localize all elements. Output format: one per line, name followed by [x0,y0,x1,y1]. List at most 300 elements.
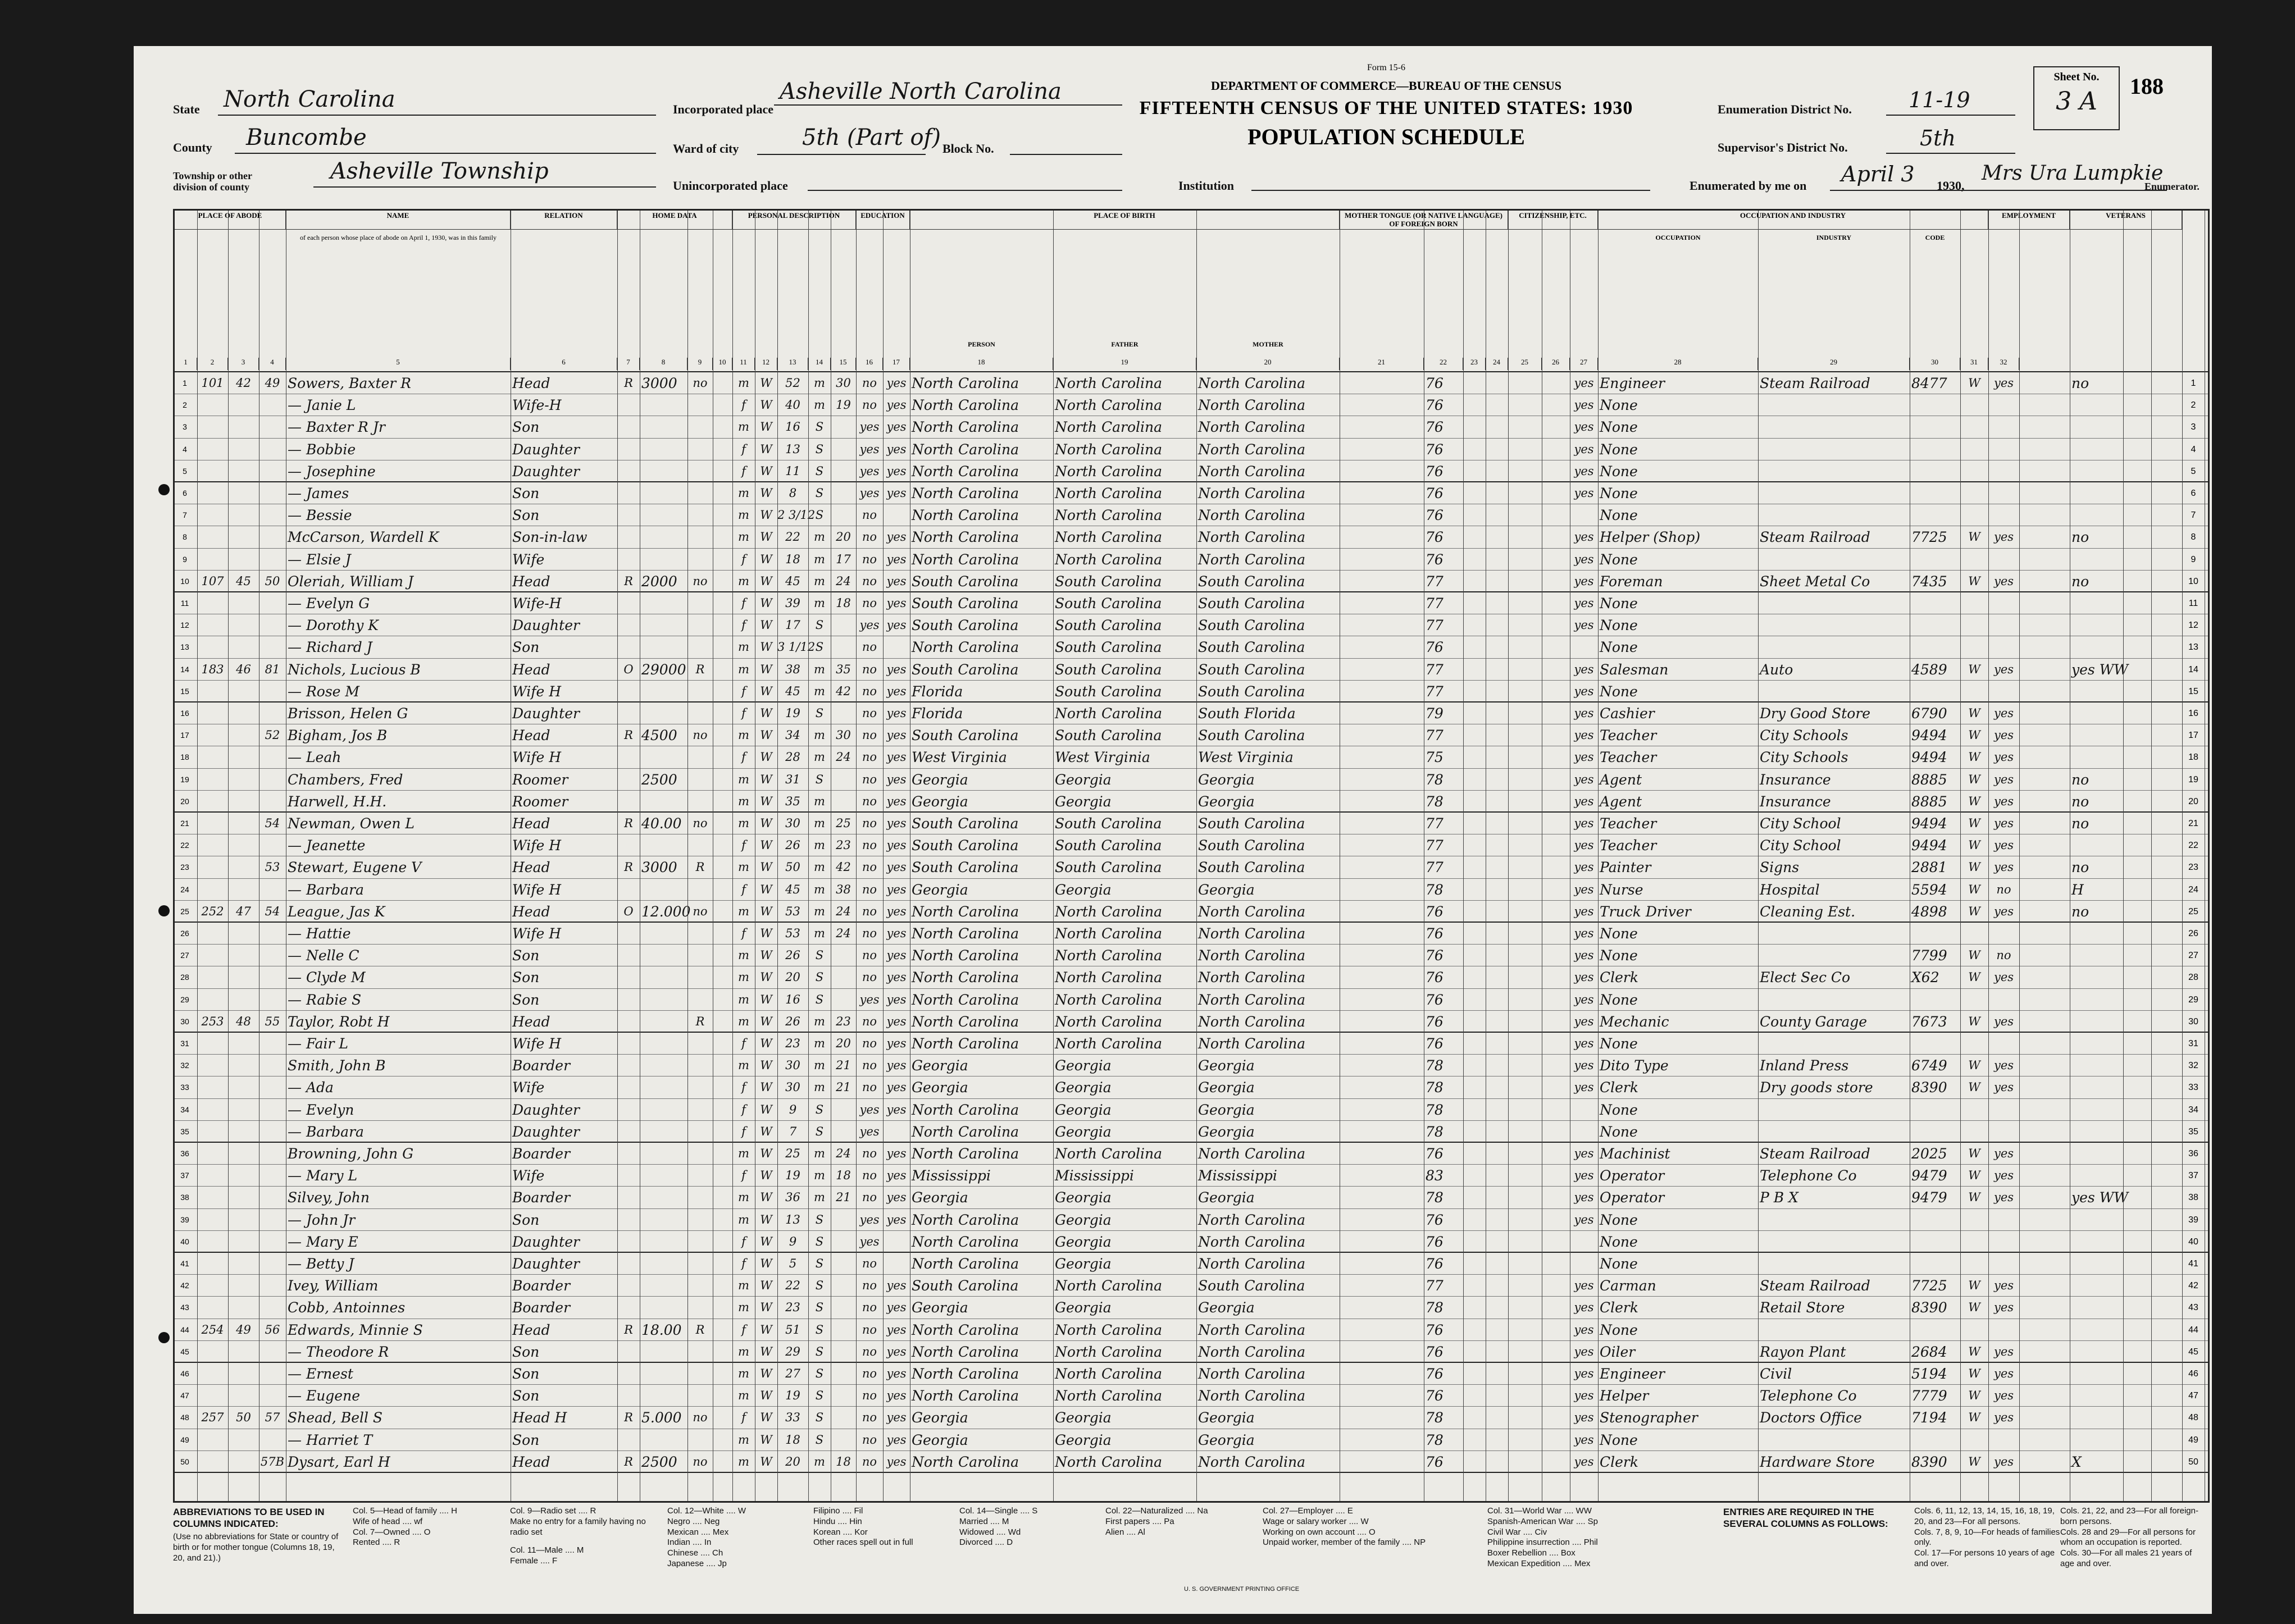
cell-mar: S [815,772,824,786]
cell-fam: 50 [236,1411,251,1425]
cell-rel: Boarder [512,1146,571,1162]
cell-ind: Insurance [1760,793,1831,810]
cell-fb: Georgia [1055,1409,1112,1426]
column-divider [1196,211,1197,1501]
cell-name: — Clyde M [288,969,366,986]
column-divider [1598,211,1599,1501]
cell-code: 75 [1426,749,1444,766]
cell-name: Shead, Bell S [288,1409,383,1426]
line-number: 6 [2191,489,2196,498]
cell-mb: North Carolina [1198,375,1306,391]
cell-sex: m [738,376,749,390]
cell-fb: North Carolina [1055,969,1163,986]
cell-occ: Truck Driver [1600,903,1691,920]
cell-cw: W [1968,794,1980,808]
cell-mb: South Carolina [1198,595,1305,612]
cell-rel: Wife H [512,683,562,700]
cell-val: 12.000 [641,903,691,920]
cell-am: 20 [836,530,851,544]
cell-v: 54 [265,816,280,830]
cell-fb: South Carolina [1055,661,1162,678]
cell-oc: 7435 [1911,573,1947,590]
line-number: 13 [2188,642,2198,653]
cell-rd: yes [886,1014,907,1028]
column-number: 15 [831,358,856,370]
column-divider [2151,211,2152,1501]
cell-rd: yes [886,750,907,764]
cell-race: W [760,1059,772,1073]
cell-code: 78 [1426,1409,1444,1426]
cell-bp: North Carolina [912,1035,1019,1052]
cell-mb: Georgia [1198,1299,1255,1316]
cell-age: 13 [785,442,800,456]
cell-sch: no [862,1147,877,1160]
column-number: 9 [687,358,713,370]
column-divider [1508,211,1509,1501]
cell-eng: yes [1574,530,1594,544]
cell-oc: 9479 [1911,1167,1947,1184]
cell-bp: North Carolina [912,419,1019,436]
cell-fb: Georgia [1055,1123,1112,1140]
cell-mar: m [814,927,825,940]
cell-rel: Roomer [512,771,568,788]
cell-eng: yes [1574,1147,1594,1160]
line-number-left: 48 [180,1413,189,1422]
cell-oc: 8885 [1911,771,1947,788]
cell-sch: no [862,706,877,720]
line-number: 42 [2188,1281,2198,1291]
cell-mar: m [814,838,825,852]
cell-fb: North Carolina [1055,1388,1163,1404]
cell-oc: 4898 [1911,903,1947,920]
cell-sex: f [741,618,746,632]
cell-age: 11 [785,464,800,478]
group-header: CITIZENSHIP, ETC. [1508,211,1598,230]
table-row [175,834,2208,856]
cell-cw: W [1968,1301,1980,1315]
group-header: NAME [286,211,511,230]
cell-name: — Nelle C [288,947,359,964]
cell-race: W [760,640,772,654]
cell-sex: f [741,706,746,720]
cell-eng: yes [1574,992,1594,1006]
cell-emp: yes [1993,530,2014,544]
line-number: 29 [2188,995,2198,1005]
cell-rel: Head [512,1013,550,1030]
cell-code: 78 [1426,1101,1444,1118]
cell-sch: yes [859,1234,880,1248]
cell-rel: Son [512,969,540,986]
cell-age: 3 1/12 [777,640,816,654]
cell-mb: South Carolina [1198,859,1305,876]
cell-fb: North Carolina [1055,463,1163,480]
cell-eng: yes [1574,904,1594,918]
cell-fb: North Carolina [1055,903,1163,920]
cell-race: W [760,1279,772,1293]
cell-mb: North Carolina [1198,1321,1306,1338]
column-number: 14 [808,358,831,370]
cell-mb: North Carolina [1198,529,1306,546]
cell-am: 23 [836,838,851,852]
cell-occ: None [1600,683,1638,700]
cell-race: W [760,750,772,764]
cell-sex: m [738,420,749,434]
cell-name: — Barbara [288,1123,364,1140]
cell-oc: 7673 [1911,1013,1947,1030]
cell-vet: X [2071,1453,2082,1470]
department-title: DEPARTMENT OF COMMERCE—BUREAU OF THE CENSUS [1210,79,1562,93]
line-number-left: 2 [183,400,187,410]
cell-bp: North Carolina [912,551,1019,568]
cell-ind: Dry goods store [1760,1079,1873,1096]
cell-ind: Telephone Co [1760,1388,1857,1404]
table-row [175,1297,2208,1319]
cell-ind: Insurance [1760,771,1831,788]
cell-race: W [760,948,772,962]
cell-mb: Georgia [1198,1101,1255,1118]
cell-mb: South Carolina [1198,1278,1305,1294]
cell-rd: yes [886,1059,907,1073]
line-number-left: 34 [180,1105,189,1114]
table-row [175,1385,2208,1407]
cell-mar: S [815,1389,824,1403]
cell-ind: Sheet Metal Co [1760,573,1870,590]
cell-age: 26 [785,1014,800,1028]
cell-sex: m [738,1367,749,1380]
supervisor-value: 5th [1920,126,1956,150]
cell-rel: Wife H [512,837,562,854]
abbrev-col9: Col. 9—Radio set .... R Make no entry for a family having no radio set [510,1506,646,1537]
cell-sch: no [862,970,877,984]
cell-rd: yes [886,860,907,874]
cell-rd: yes [886,398,907,412]
cell-rel: Wife H [512,925,562,942]
line-number: 16 [2188,709,2198,718]
cell-fb: North Carolina [1055,1035,1163,1052]
cell-bp: West Virginia [912,749,1007,766]
cell-race: W [760,927,772,940]
cell-code: 77 [1426,1278,1444,1294]
cell-cw: W [1968,816,1980,830]
cell-rd: yes [886,948,907,962]
cell-mar: m [814,1454,825,1468]
cell-own: R [624,860,633,874]
cell-oc: 4589 [1911,661,1947,678]
cell-eng: yes [1574,464,1594,478]
cell-emp: yes [1993,1301,2014,1315]
cell-rd: yes [886,1102,907,1116]
cell-race: W [760,1169,772,1183]
table-row [175,1319,2208,1341]
line-number: 45 [2188,1347,2198,1357]
cell-mar: S [815,970,824,984]
cell-val: 29000 [641,661,686,678]
cell-emp: no [1996,948,2011,962]
cell-ind: Steam Railroad [1760,1278,1870,1294]
cell-name: — Barbara [288,881,364,898]
cell-radio: R [695,1322,705,1336]
table-row [175,526,2208,548]
cell-bp: North Carolina [912,947,1019,964]
cell-rd: yes [886,420,907,434]
cell-dw: 254 [201,1322,224,1336]
cell-sch: no [862,1322,877,1336]
cell-v: 54 [265,904,280,918]
cell-rd: yes [886,970,907,984]
cell-mb: West Virginia [1198,749,1294,766]
column-divider [2123,211,2124,1501]
cell-bp: North Carolina [912,1453,1019,1470]
cell-race: W [760,376,772,390]
cell-sch: no [862,1433,877,1447]
cell-sch: yes [859,1102,880,1116]
cell-code: 78 [1426,881,1444,898]
cell-name: Browning, John G [288,1146,414,1162]
cell-vet: no [2071,573,2089,590]
cell-code: 76 [1426,947,1444,964]
cell-mb: North Carolina [1198,925,1306,942]
cell-emp: yes [1993,1080,2014,1094]
cell-sch: no [862,1389,877,1403]
column-number: 2 [197,358,228,370]
supervisor-label: Supervisor's District No. [1718,140,1848,154]
cell-emp: no [1996,882,2011,896]
cell-occ: Oiler [1600,1343,1636,1360]
cell-occ: Operator [1600,1167,1665,1184]
cell-ind: City School [1760,815,1841,832]
cell-code: 79 [1426,705,1444,722]
cell-mb: North Carolina [1198,1035,1306,1052]
cell-v: 49 [265,376,280,390]
cell-mar: m [814,728,825,742]
cell-eng: yes [1574,1169,1594,1183]
table-row [175,1341,2208,1363]
cell-sex: m [738,1433,749,1447]
line-number-left: 44 [180,1325,189,1334]
cell-name: — Bessie [288,507,352,524]
cell-code: 76 [1426,1035,1444,1052]
cell-occ: Agent [1600,771,1642,788]
cell-bp: North Carolina [912,441,1019,458]
cell-eng: yes [1574,750,1594,764]
cell-mar: m [814,552,825,566]
cell-am: 30 [836,728,851,742]
cell-race: W [760,882,772,896]
cell-sch: no [862,728,877,742]
cell-age: 20 [785,970,800,984]
cell-occ: None [1600,947,1638,964]
cell-mar: m [814,398,825,412]
cell-code: 76 [1426,1211,1444,1228]
cell-age: 28 [785,750,800,764]
sheet-label: Sheet No. [2053,71,2100,83]
cell-mb: North Carolina [1198,1453,1306,1470]
abbrev-note: (Use no abbreviations for State or country of birth or for mother tongue (Columns 18, 19, 20, and 21).) [173,1532,339,1563]
column-number: 22 [1424,358,1463,370]
table-row [175,1011,2208,1033]
cell-rel: Head [512,661,550,678]
cell-dw: 252 [201,904,224,918]
cell-sex: m [738,1279,749,1293]
cell-code: 77 [1426,683,1444,700]
group-header: RELATION [511,211,617,230]
state-label: State [173,102,200,116]
township-value: Asheville Township [330,158,549,184]
cell-occ: None [1600,507,1638,524]
cell-rel: Boarder [512,1299,571,1316]
cell-age: 35 [785,794,800,808]
cell-age: 17 [785,618,800,632]
cell-rel: Son [512,1343,540,1360]
cell-sex: f [741,1124,746,1138]
cell-eng: yes [1574,420,1594,434]
cell-eng: yes [1574,552,1594,566]
cell-code: 77 [1426,815,1444,832]
line-number: 36 [2188,1149,2198,1158]
cell-emp: yes [1993,860,2014,874]
cell-emp: yes [1993,1059,2014,1073]
cell-code: 76 [1426,551,1444,568]
cell-occ: None [1600,1123,1638,1140]
cell-code: 76 [1426,463,1444,480]
cell-vet: no [2071,859,2089,876]
cell-am: 19 [836,398,851,412]
cell-race: W [760,1344,772,1358]
cell-sex: m [738,772,749,786]
cell-mb: South Carolina [1198,617,1305,634]
cell-ind: Inland Press [1760,1057,1849,1074]
line-number-left: 36 [180,1149,189,1158]
cell-fb: Georgia [1055,1211,1112,1228]
cell-ind: City School [1760,837,1841,854]
cell-name: — Leah [288,749,341,766]
cell-rd: yes [886,442,907,456]
cell-age: 9 [789,1102,797,1116]
cell-val: 40.00 [641,815,682,832]
cell-v: 81 [265,662,280,676]
line-number: 5 [2191,466,2196,476]
table-row [175,1121,2208,1143]
cell-age: 45 [785,684,800,698]
cell-ind: Hospital [1760,881,1820,898]
line-number-left: 11 [180,599,189,608]
line-number-left: 30 [180,1016,189,1026]
cell-code: 77 [1426,859,1444,876]
line-number-left: 43 [180,1303,189,1312]
cell-race: W [760,706,772,720]
table-row [175,636,2208,658]
cell-sch: no [862,574,877,588]
cell-fb: North Carolina [1055,1321,1163,1338]
cell-rd: yes [886,1322,907,1336]
cell-am: 24 [836,1147,851,1160]
cell-mb: South Carolina [1198,683,1305,700]
cell-own: O [623,904,634,918]
birth-subheader: FATHER [1111,340,1139,348]
cell-sex: f [741,838,746,852]
cell-bp: North Carolina [912,639,1019,656]
cell-rel: Son [512,1431,540,1448]
ed-label: Enumeration District No. [1718,102,1852,116]
cell-val: 4500 [641,727,677,744]
cell-am: 21 [836,1080,851,1094]
cell-cw: W [1968,970,1980,984]
cell-sex: f [741,927,746,940]
cell-mar: m [814,1147,825,1160]
cell-rel: Wife-H [512,595,562,612]
cell-radio: R [695,662,705,676]
cell-fb: Georgia [1055,1233,1112,1250]
cell-name: Stewart, Eugene V [288,859,422,876]
cell-ind: Steam Railroad [1760,1146,1870,1162]
cell-bp: South Carolina [912,573,1019,590]
line-number: 46 [2188,1369,2198,1379]
occupation-subheader: CODE [1925,234,1945,241]
cell-ind: County Garage [1760,1013,1868,1030]
cell-race: W [760,662,772,676]
cell-mb: North Carolina [1198,1256,1306,1272]
cell-sch: no [862,1190,877,1205]
cell-cw: W [1968,1080,1980,1094]
state-value: North Carolina [224,86,395,112]
line-number-left: 1 [183,378,187,387]
cell-rd: yes [886,618,907,632]
cell-occ: Helper (Shop) [1600,529,1701,546]
cell-sex: m [738,508,749,522]
cell-val: 18.00 [641,1321,682,1338]
cell-bp: North Carolina [912,903,1019,920]
cell-vet: yes WW [2071,1189,2129,1206]
cell-rel: Daughter [512,1233,580,1250]
cell-rd: yes [886,838,907,852]
cell-sex: f [741,684,746,698]
cell-bp: South Carolina [912,1278,1019,1294]
line-number: 48 [2188,1413,2198,1423]
cell-rel: Son [512,507,540,524]
cell-age: 39 [785,596,800,610]
table-row [175,394,2208,416]
line-number: 41 [2188,1259,2198,1269]
cell-mar: m [814,860,825,874]
cell-dw: 257 [201,1411,224,1425]
line-number: 43 [2188,1303,2198,1313]
table-row [175,592,2208,614]
line-number: 40 [2188,1237,2198,1247]
cell-oc: 8390 [1911,1453,1947,1470]
table-row [175,1363,2208,1385]
cell-occ: Foreman [1600,573,1663,590]
cell-name: Oleriah, William J [288,573,413,590]
cell-sch: no [862,750,877,764]
cell-occ: Agent [1600,793,1642,810]
table-row [175,571,2208,592]
cell-mb: North Carolina [1198,1388,1306,1404]
line-number: 44 [2188,1325,2198,1335]
line-number: 15 [2188,686,2198,696]
cell-mb: Georgia [1198,1409,1255,1426]
cell-rel: Head [512,815,550,832]
cell-fam: 47 [236,904,251,918]
cell-rd: yes [886,816,907,830]
cell-rd: yes [886,728,907,742]
cell-name: — James [288,485,349,501]
cell-mar: m [814,1059,825,1073]
cell-own: O [623,662,634,676]
line-number: 3 [2191,422,2196,432]
cell-code: 77 [1426,595,1444,612]
cell-fb: Georgia [1055,1101,1112,1118]
cell-radio: R [695,1014,705,1028]
